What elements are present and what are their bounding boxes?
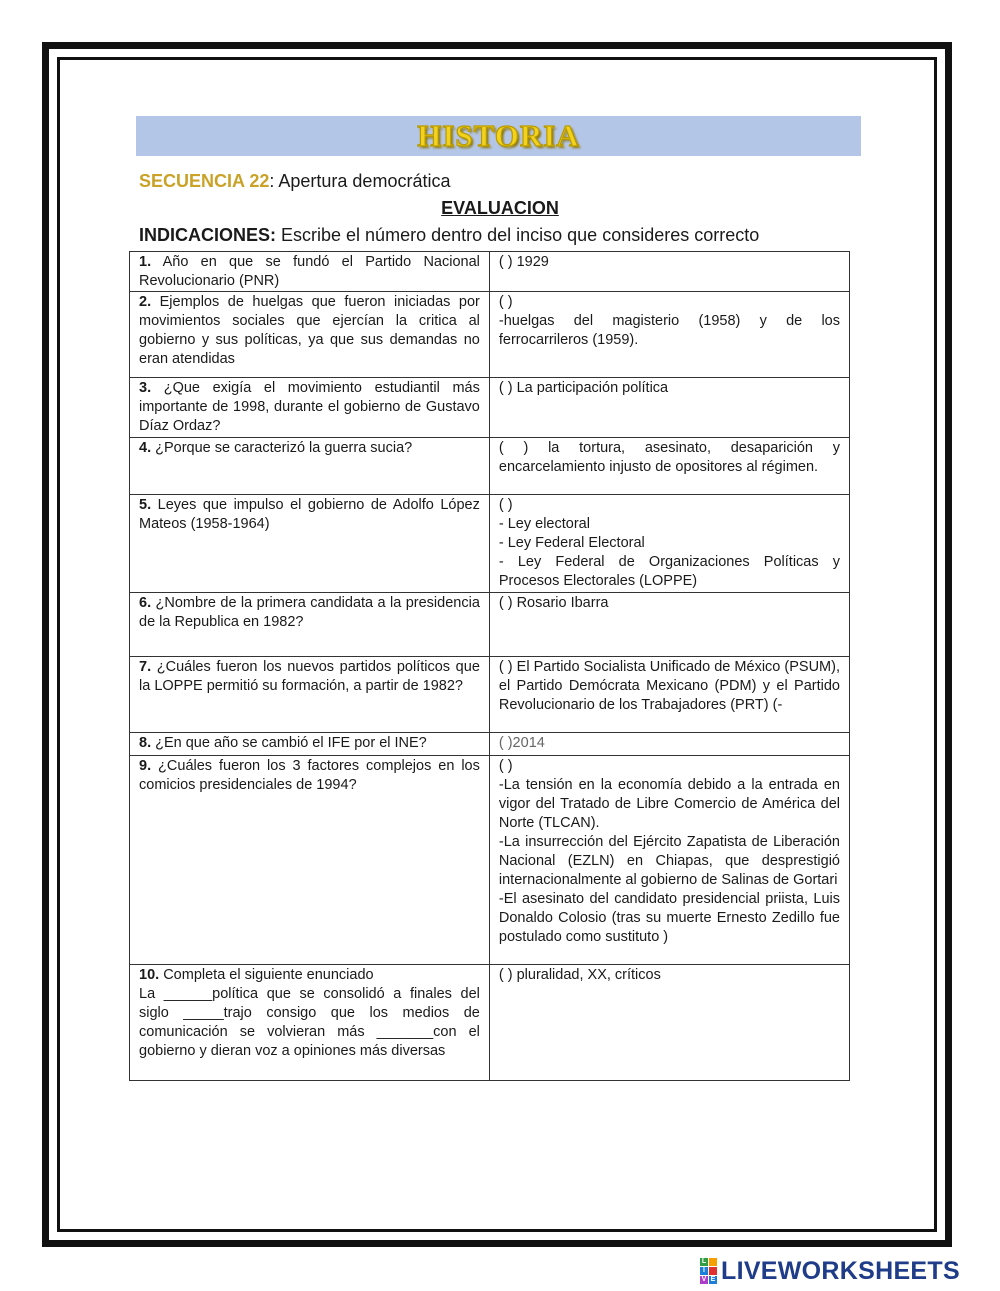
question-number: 6. [139, 595, 152, 611]
question-cell [130, 495, 490, 593]
answer-cell [489, 292, 849, 378]
answer-text: -El asesinato del candidato presidencial priista, Luis Donaldo Colosio (tras su muerte Ernesto Zedillo fue postulado como sustituto ) [498, 891, 840, 945]
evaluation-heading: EVALUACION [441, 198, 559, 218]
answer-text: -La insurrección del Ejército Zapatista de Liberación Nacional (EZLN) en Chiapas, que desprestigió internacionalmente al gobierno de Salinas de Gortari [498, 834, 840, 888]
question-text: ¿Porque se caracterizó la guerra sucia? [155, 440, 413, 456]
question-cell [130, 593, 490, 657]
title-banner [136, 116, 861, 156]
question-cell [130, 733, 490, 756]
answer-text: - Ley Federal Electoral [498, 535, 645, 551]
sequence-label: SECUENCIA 22 [139, 171, 270, 191]
question-number: 10. [139, 967, 160, 983]
question-number: 5. [139, 497, 152, 513]
question-text: La ______política que se consolidó a finales del siglo _____trajo consigo que los medios de comunicación se volvieran más _______con el gobierno y dieran voz a opiniones más diversas [139, 986, 480, 1059]
instructions-text: Escribe el número dentro del inciso que consideres correcto [276, 225, 760, 245]
question-number: 1. [139, 254, 152, 270]
question-row-4 [130, 438, 850, 495]
question-row-7 [130, 657, 850, 733]
answer-cell [489, 378, 849, 438]
question-text: ¿Cuáles fueron los 3 factores complejos en los comicios presidenciales de 1994? [139, 758, 480, 793]
question-row-3 [130, 378, 850, 438]
question-text: ¿Cuáles fueron los nuevos partidos políticos que la LOPPE permitió su formación, a partir de 1982? [139, 659, 480, 694]
question-text: Año en que se fundó el Partido Nacional Revolucionario (PNR) [139, 254, 480, 289]
question-cell [130, 252, 490, 292]
question-row-8 [130, 733, 850, 756]
answer-cell [489, 965, 849, 1081]
answer-text: ( ) [498, 294, 513, 310]
answer-cell [489, 756, 849, 965]
question-text: ¿Que exigía el movimiento estudiantil más importante de 1998, durante el gobierno de Gustavo Díaz Ordaz? [139, 380, 480, 434]
question-row-9 [130, 756, 850, 965]
answer-text: ( ) [498, 758, 513, 774]
question-cell [130, 657, 490, 733]
question-cell [130, 965, 490, 1081]
question-cell [130, 438, 490, 495]
liveworksheets-wordmark: LIVEWORKSHEETS [721, 1256, 960, 1285]
liveworksheets-icon: L I V E [701, 1258, 716, 1283]
answer-text: - Ley Federal de Organizaciones Políticas y Procesos Electorales (LOPPE) [498, 554, 840, 589]
liveworksheets-logo [700, 1256, 960, 1286]
answer-text: ( ) 1929 [498, 254, 549, 270]
question-row-10 [130, 965, 850, 1081]
question-text: ¿Nombre de la primera candidata a la presidencia de la Republica en 1982? [139, 595, 480, 630]
answer-text: - Ley electoral [498, 516, 590, 532]
answer-text: ( ) Rosario Ibarra [498, 595, 609, 611]
answer-cell [489, 593, 849, 657]
answer-cell [489, 495, 849, 593]
questions-table [129, 251, 850, 1081]
question-cell [130, 292, 490, 378]
question-number: 3. [139, 380, 152, 396]
sequence-heading [139, 171, 450, 192]
answer-text: ( ) El Partido Socialista Unificado de México (PSUM), el Partido Demócrata Mexicano (PDM) y el Partido Revolucionario de los Trabajadores (PRT) (- [498, 659, 840, 713]
question-text: Leyes que impulso el gobierno de Adolfo López Mateos (1958-1964) [139, 497, 480, 532]
question-row-1 [130, 252, 850, 292]
answer-text: ( ) La participación política [498, 380, 669, 396]
question-number: 7. [139, 659, 152, 675]
answer-text: ( ) la tortura, asesinato, desaparición y encarcelamiento injusto de opositores al régimen. [498, 440, 840, 475]
question-text: Completa el siguiente enunciado [163, 967, 374, 983]
question-number: 8. [139, 735, 152, 751]
instructions [139, 225, 759, 246]
answer-text: ( ) pluralidad, XX, críticos [498, 967, 661, 983]
answer-cell [489, 733, 849, 756]
question-row-6 [130, 593, 850, 657]
answer-cell [489, 438, 849, 495]
answer-text: -La tensión en la economía debido a la entrada en vigor del Tratado de Libre Comercio de América del Norte (TLCAN). [498, 777, 840, 831]
question-cell [130, 378, 490, 438]
question-number: 9. [139, 758, 152, 774]
question-text: Ejemplos de huelgas que fueron iniciadas por movimientos sociales que ejercían la critica al gobierno y sus políticas, ya que sus demandas no eran atendidas [139, 294, 480, 367]
answer-text: ( ) [498, 497, 513, 513]
answer-cell [489, 657, 849, 733]
question-cell [130, 756, 490, 965]
question-number: 2. [139, 294, 152, 310]
question-row-2 [130, 292, 850, 378]
question-text: ¿En que año se cambió el IFE por el INE? [155, 735, 427, 751]
answer-text: ( )2014 [498, 735, 545, 751]
answer-cell [489, 252, 849, 292]
sequence-text: : Apertura democrática [269, 171, 451, 191]
question-row-5 [130, 495, 850, 593]
page-title: HISTORIA [417, 118, 580, 153]
instructions-label: INDICACIONES: [139, 225, 277, 245]
question-number: 4. [139, 440, 152, 456]
answer-text: -huelgas del magisterio (1958) y de los ferrocarrileros (1959). [498, 313, 840, 348]
